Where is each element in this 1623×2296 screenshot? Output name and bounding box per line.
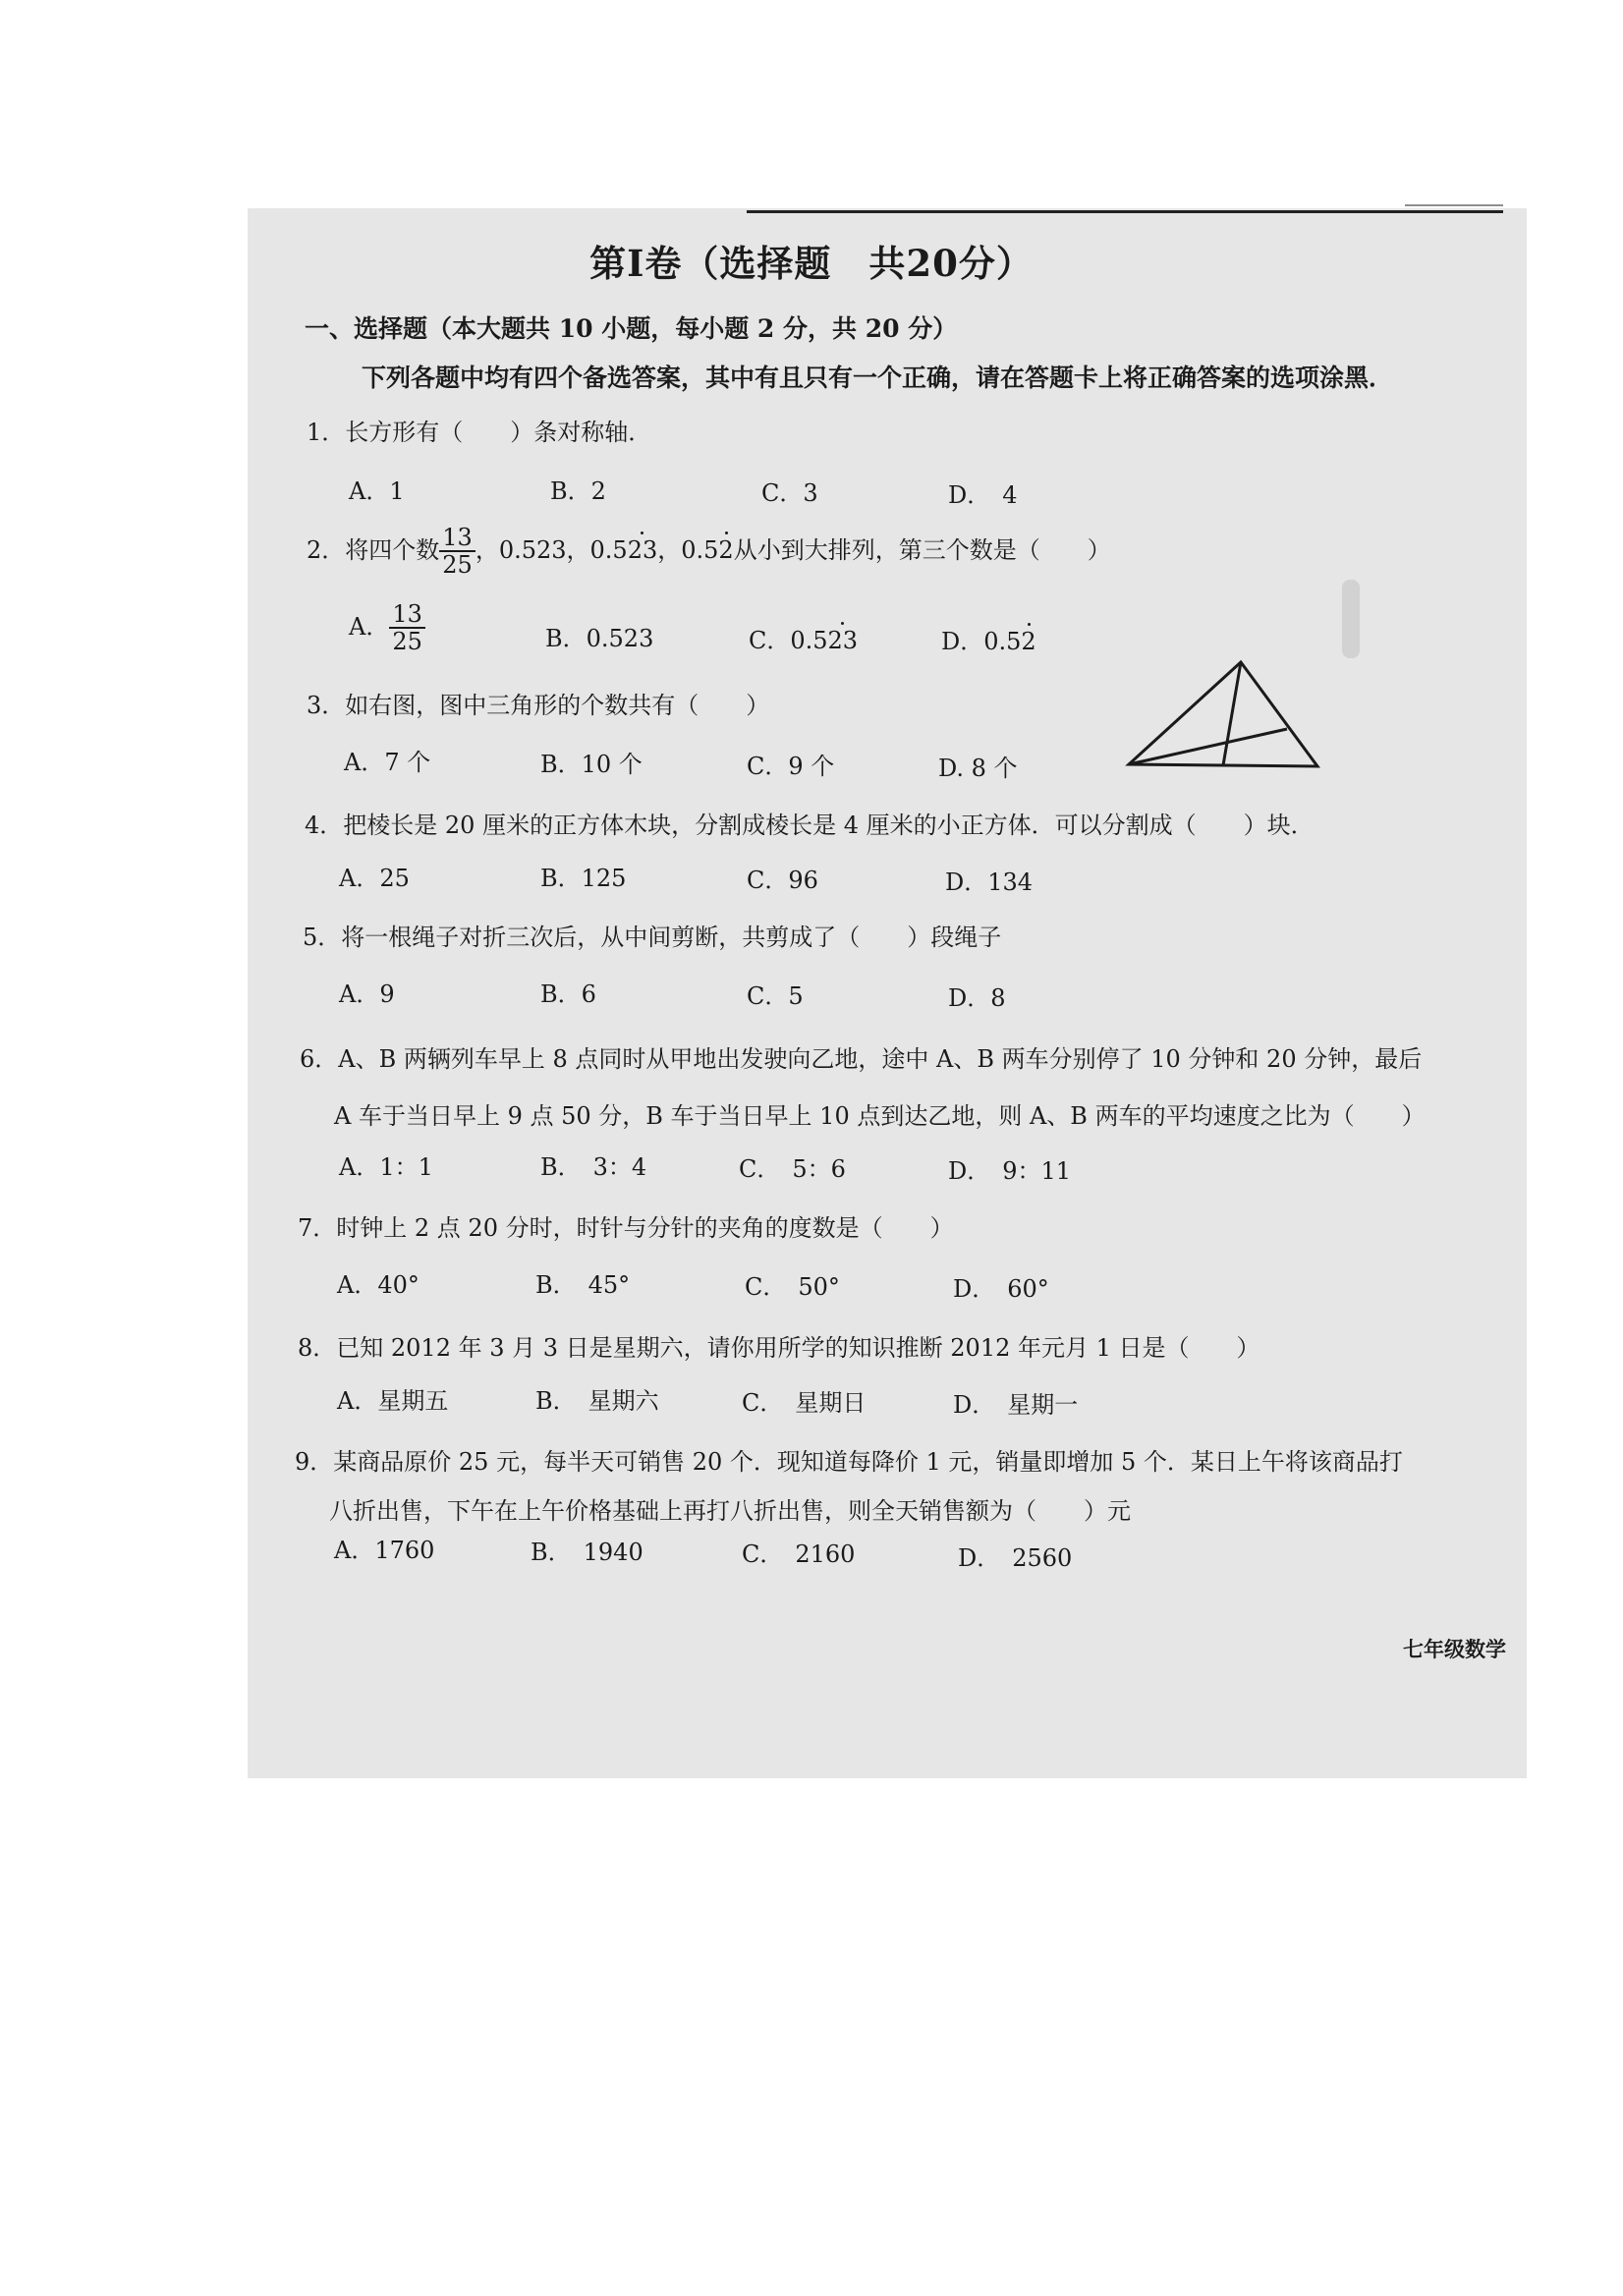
q6-option-a: A．1：1 xyxy=(339,1153,433,1181)
q9-option-b: B． 1940 xyxy=(531,1539,644,1566)
q5-option-d: D．8 xyxy=(948,984,1006,1012)
q5-option-c: C．5 xyxy=(747,982,804,1010)
question-6-line-1: 6．A、B 两辆列车早上 8 点同时从甲地出发驶向乙地，途中 A、B 两车分别停了 10 分钟和 20 分钟，最后 xyxy=(300,1045,1423,1073)
q8-option-b: B． 星期六 xyxy=(535,1387,659,1415)
q2-option-d-prefix: D．0.5 xyxy=(941,628,1022,655)
footer-subject: 七年级数学 xyxy=(1403,1637,1506,1661)
instructions: 下列各题中均有四个备选答案，其中有且只有一个正确，请在答题卡上将正确答案的选项涂黑． xyxy=(362,364,1394,392)
question-3: 3．如右图，图中三角形的个数共有（ ） xyxy=(307,692,770,719)
q7-option-a: A．40° xyxy=(337,1271,420,1299)
q9-option-d: D． 2560 xyxy=(958,1544,1073,1572)
q7-option-c: C． 50° xyxy=(745,1273,840,1301)
q9-option-a: A．1760 xyxy=(334,1537,435,1564)
q2-suffix: 从小到大排列，第三个数是（ ） xyxy=(733,535,1111,564)
q1-option-a: A．1 xyxy=(349,477,405,505)
q6-option-d: D． 9：11 xyxy=(948,1157,1072,1185)
triangle-figure xyxy=(1125,658,1321,771)
q4-option-d: D．134 xyxy=(945,868,1034,896)
q2-option-b: B．0.523 xyxy=(545,625,654,652)
q6-option-b: B． 3：4 xyxy=(540,1153,647,1181)
fraction-numerator: 13 xyxy=(439,525,476,552)
q6-option-c: C． 5：6 xyxy=(739,1155,846,1183)
q2-option-c-repeating: 23 xyxy=(827,627,859,654)
question-4: 4．把棱长是 20 厘米的正方体木块，分割成棱长是 4 厘米的小正方体．可以分割成（ ）块． xyxy=(305,812,1315,839)
question-7: 7．时钟上 2 点 20 分时，时针与分针的夹角的度数是（ ） xyxy=(298,1214,954,1242)
fraction-13-25 xyxy=(439,525,476,579)
q1-option-c: C．3 xyxy=(761,479,818,507)
fraction-denominator: 25 xyxy=(392,628,422,656)
q1-option-b: B．2 xyxy=(550,477,606,505)
scan-smudge xyxy=(1342,580,1360,658)
q2-option-a xyxy=(349,601,425,655)
question-8: 8．已知 2012 年 3 月 3 日是星期六，请你用所学的知识推断 2012 年元月 1 日是（ ） xyxy=(298,1334,1260,1362)
page-title: 第Ⅰ卷（选择题 共20分） xyxy=(589,242,1034,285)
q2-option-c xyxy=(749,629,858,652)
q2-option-d xyxy=(941,630,1036,653)
q1-option-d: D． 4 xyxy=(948,481,1018,509)
q5-option-b: B．6 xyxy=(540,980,596,1008)
question-9-line-1: 9．某商品原价 25 元，每半天可销售 20 个．现知道每降价 1 元，销量即增加 5 个．某日上午将该商品打 xyxy=(295,1448,1403,1476)
q8-option-c: C． 星期日 xyxy=(742,1389,867,1417)
question-5: 5．将一根绳子对折三次后，从中间剪断，共剪成了（ ）段绳子 xyxy=(303,924,1002,951)
q3-option-c: C．9 个 xyxy=(747,753,835,780)
q4-option-b: B．125 xyxy=(540,865,627,892)
q2-option-a-fraction xyxy=(389,601,425,655)
q7-option-d: D． 60° xyxy=(953,1275,1049,1303)
question-1: 1．长方形有（ ）条对称轴． xyxy=(307,419,652,446)
q7-option-b: B． 45° xyxy=(535,1271,631,1299)
q8-option-d: D． 星期一 xyxy=(953,1391,1079,1419)
q3-option-d: D. 8 个 xyxy=(938,755,1018,782)
q5-option-a: A．9 xyxy=(339,980,395,1008)
q3-option-a: A．7 个 xyxy=(344,749,431,776)
repeating-decimal-1: 23 xyxy=(627,535,658,564)
question-6-line-2: A 车于当日早上 9 点 50 分，B 车于当日早上 10 点到达乙地，则 A、B 两车的平均速度之比为（ ） xyxy=(334,1102,1426,1130)
fraction-numerator: 13 xyxy=(389,601,425,629)
q4-option-c: C．96 xyxy=(747,867,818,894)
q4-option-a: A．25 xyxy=(339,865,410,892)
q2-option-a-label: A． xyxy=(349,612,390,641)
question-9-line-2: 八折出售，下午在上午价格基础上再打八折出售，则全天销售额为（ ）元 xyxy=(329,1497,1131,1525)
q2-option-c-prefix: C．0.5 xyxy=(749,627,828,654)
q2-option-d-repeating: 2 xyxy=(1021,628,1036,655)
scan-noise xyxy=(1405,204,1503,214)
question-2 xyxy=(307,525,1111,579)
section-heading: 一、选择题（本大题共 10 小题，每小题 2 分，共 20 分） xyxy=(305,314,958,343)
fraction-denominator: 25 xyxy=(442,551,473,580)
q2-prefix: 2．将四个数 xyxy=(307,535,440,564)
q3-option-b: B．10 个 xyxy=(540,751,643,778)
q2-mid: ，0.523，0.5 xyxy=(475,535,628,564)
repeating-decimal-2: 2 xyxy=(718,535,734,564)
q8-option-a: A．星期五 xyxy=(337,1387,449,1415)
q9-option-c: C． 2160 xyxy=(742,1540,856,1568)
top-border-line xyxy=(747,210,1503,213)
q2-sep: ，0.5 xyxy=(657,535,719,564)
